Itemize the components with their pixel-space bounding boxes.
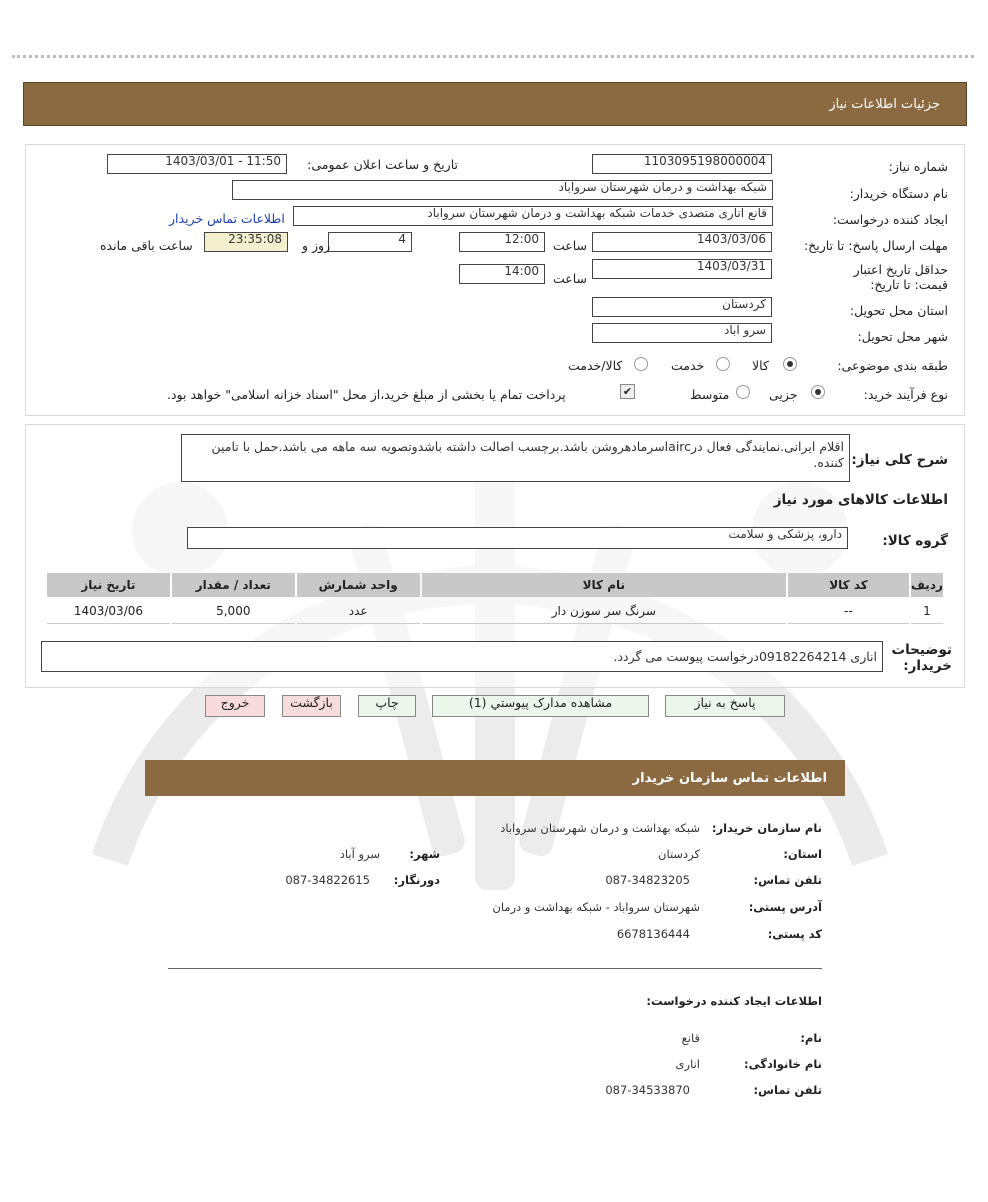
contact-phone-value: 087-34823205 xyxy=(605,873,690,887)
summary-box: اقلام ایرانی.نمایندگی فعال درaircاسرمادهروشن باشد.برچسب اصالت داشته باشدوتصویه سه ماهه می باشد.حمل با تامین کننده. xyxy=(181,434,850,482)
need-number-field: 1103095198000004 xyxy=(592,154,772,174)
col-unit-header: واحد شمارش xyxy=(297,573,420,597)
days-field: 4 xyxy=(328,232,412,252)
contact-phone-label: تلفن تماس: xyxy=(753,873,822,887)
days-label: روز و xyxy=(302,238,331,253)
category-goods-label: کالا xyxy=(752,358,769,373)
table-row xyxy=(47,599,943,624)
category-goods-service-label: کالا/خدمت xyxy=(568,358,623,373)
delivery-province-label: استان محل تحویل: xyxy=(849,303,948,318)
delivery-city-field: سرو آباد xyxy=(592,323,772,343)
page-header-bar xyxy=(23,82,967,126)
contact-postal-value: 6678136444 xyxy=(616,927,690,941)
contact-header-bar xyxy=(145,760,845,796)
back-button[interactable]: بازگشت xyxy=(282,695,341,717)
treasury-payment-checkbox[interactable]: ✔ xyxy=(620,384,635,399)
price-validity-label: حداقل تاریخ اعتبار قیمت: تا تاریخ: xyxy=(853,262,948,292)
process-medium-label: متوسط xyxy=(690,387,730,402)
contact-city-label: شهر: xyxy=(409,847,440,861)
remaining-time-field: 23:35:08 xyxy=(204,232,288,252)
category-goods-radio[interactable] xyxy=(783,357,797,371)
delivery-city-label: شهر محل تحویل: xyxy=(857,329,948,344)
col-date-header: تاریخ نیاز xyxy=(47,573,170,597)
delivery-province-field: کردستان xyxy=(592,297,772,317)
announce-date-field: 1403/03/01 - 11:50 xyxy=(107,154,287,174)
col-name-header: نام کالا xyxy=(422,573,787,597)
treasury-payment-note: پرداخت تمام یا بخشی از مبلغ خرید،از محل "اسناد خزانه اسلامی" خواهد بود. xyxy=(167,387,566,402)
buyer-org-field: شبکه بهداشت و درمان شهرستان سرواباد xyxy=(232,180,773,200)
col-qty-header: تعداد / مقدار xyxy=(172,573,295,597)
contact-province-label: استان: xyxy=(783,847,822,861)
creator-name-label: نام: xyxy=(800,1031,822,1045)
need-number-label: شماره نیاز: xyxy=(888,159,948,174)
creator-family-label: نام خانوادگی: xyxy=(744,1057,822,1071)
contact-divider xyxy=(168,968,822,969)
contact-org-value: شبکه بهداشت و درمان شهرستان سرواباد xyxy=(500,821,700,835)
contact-postal-label: کد پستی: xyxy=(767,927,822,941)
goods-table-header xyxy=(47,573,943,597)
buyer-notes-box: اناری 09182264214درخواست پیوست می گردد. xyxy=(41,641,883,672)
process-type-label: نوع فرآیند خرید: xyxy=(863,387,948,402)
category-service-label: خدمت xyxy=(671,358,705,373)
contact-fax-value: 087-34822615 xyxy=(285,873,370,887)
category-goods-service-radio[interactable] xyxy=(634,357,648,371)
deadline-hour-label: ساعت xyxy=(553,238,588,253)
deadline-label: مهلت ارسال پاسخ: تا تاریخ: xyxy=(803,238,948,253)
request-creator-label: ایجاد کننده درخواست: xyxy=(832,212,948,227)
goods-code-cell: -- xyxy=(788,599,909,624)
contact-org-label: نام سازمان خریدار: xyxy=(711,821,822,835)
process-minor-label: جزیی xyxy=(769,387,798,402)
contact-city-value: سرو آباد xyxy=(339,847,380,861)
contact-address-label: آدرس پستی: xyxy=(748,900,822,914)
buyer-org-label: نام دستگاه خریدار: xyxy=(849,186,948,201)
price-validity-date-field: 1403/03/31 xyxy=(592,259,772,279)
price-validity-hour-label: ساعت xyxy=(553,271,588,286)
creator-name-value: قانع xyxy=(681,1031,700,1045)
goods-table xyxy=(45,571,945,626)
creator-family-value: اناری xyxy=(675,1057,700,1071)
category-service-radio[interactable] xyxy=(716,357,730,371)
quantity-cell: 5,000 xyxy=(172,599,295,624)
goods-info-title: اطلاعات کالاهای مورد نیاز xyxy=(773,492,948,508)
buyer-notes-label: توضیحات خریدار: xyxy=(891,642,952,674)
need-date-cell: 1403/03/06 xyxy=(47,599,170,624)
top-dotted-divider xyxy=(12,55,974,58)
print-button[interactable]: چاپ xyxy=(358,695,416,717)
unit-cell: عدد xyxy=(297,599,420,624)
buyer-contact-link[interactable]: اطلاعات تماس خریدار xyxy=(169,211,285,226)
summary-label: شرح کلی نیاز: xyxy=(851,452,948,468)
reply-to-need-button[interactable]: پاسخ به نیاز xyxy=(665,695,785,717)
col-row-header: ردیف xyxy=(911,573,943,597)
contact-header-title: اطلاعات تماس سازمان خریدار xyxy=(632,771,827,786)
exit-button[interactable]: خروج xyxy=(205,695,265,717)
contact-address-value: شهرستان سرواباد - شبکه بهداشت و درمان xyxy=(492,900,700,914)
announce-date-label: تاریخ و ساعت اعلان عمومی: xyxy=(307,157,458,172)
deadline-time-field: 12:00 xyxy=(459,232,545,252)
creator-info-title: اطلاعات ایجاد کننده درخواست: xyxy=(646,994,822,1008)
col-code-header: کد کالا xyxy=(788,573,909,597)
price-validity-time-field: 14:00 xyxy=(459,264,545,284)
page-title: جزئیات اطلاعات نیاز xyxy=(829,97,940,112)
goods-group-label: گروه کالا: xyxy=(882,533,948,549)
request-creator-field: قانع اناری متصدی خدمات شبکه بهداشت و درمان شهرستان سرواباد xyxy=(293,206,773,226)
category-label: طبقه بندی موضوعی: xyxy=(837,358,948,373)
row-index-cell: 1 xyxy=(911,599,943,624)
view-attachments-button[interactable]: مشاهده مدارک پیوستي (1) xyxy=(432,695,649,717)
deadline-date-field: 1403/03/06 xyxy=(592,232,772,252)
process-minor-radio[interactable] xyxy=(811,385,825,399)
goods-group-field: دارو، پزشکی و سلامت xyxy=(187,527,848,549)
creator-phone-value: 087-34533870 xyxy=(605,1083,690,1097)
contact-fax-label: دورنگار: xyxy=(393,873,440,887)
goods-name-cell: سرنگ سر سوزن دار xyxy=(422,599,787,624)
creator-phone-label: تلفن تماس: xyxy=(753,1083,822,1097)
remaining-time-label: ساعت باقی مانده xyxy=(100,238,193,253)
process-medium-radio[interactable] xyxy=(736,385,750,399)
contact-province-value: کردستان xyxy=(658,847,700,861)
